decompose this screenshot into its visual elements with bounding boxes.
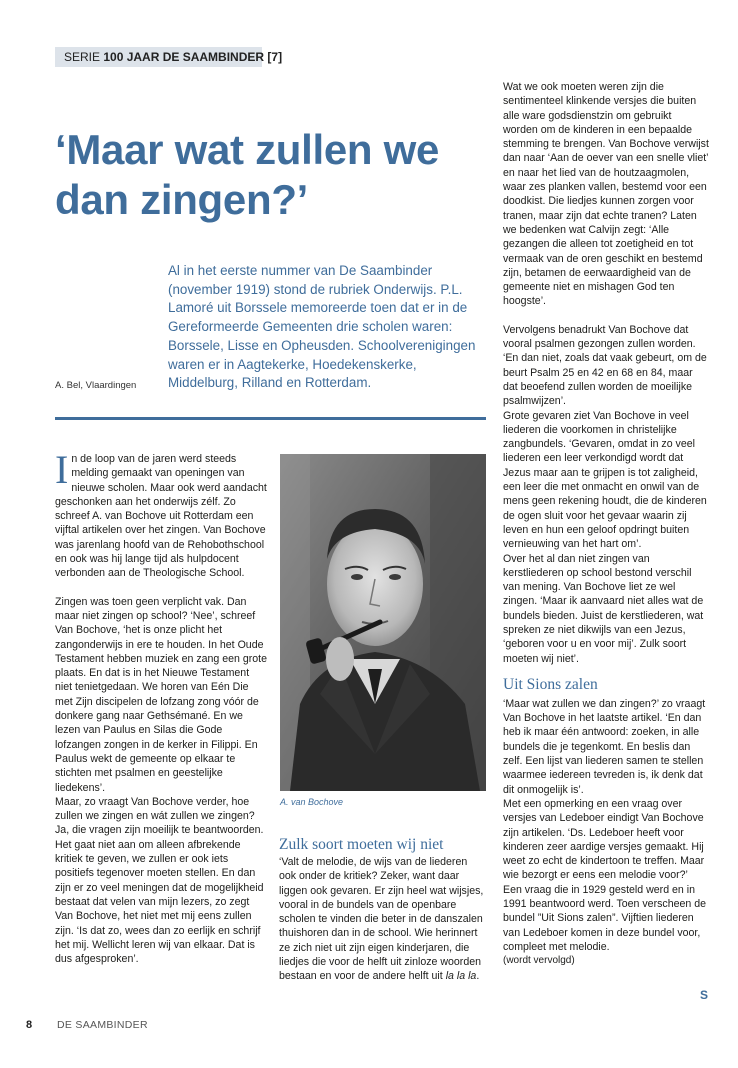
series-tag — [55, 47, 283, 67]
col2-subheading: Zulk soort moeten wij niet — [279, 836, 444, 853]
col1-paragraph-3: Maar, zo vraagt Van Bochove verder, hoe zullen we zingen en wát zullen we zingen? Ja, die vragen zijn moeilijk te beantwoorden. Het gaat niet aan om alleen afbrekende kritiek te geven, we zullen er ook iets positiefs tegenover moeten stellen. En dan zijn er zo veel meningen dat de mogelijkheid bestaat dat velen van mijn lezers, zo zegt Van Bochove, het niet met mij eens zullen zijn. ‘Is dat zo, wees dan zo eerlijk en schrijf het mij. Wellicht leren wij van elkaar. Dat is dus afgesproken’. — [55, 795, 264, 966]
col3-paragraph-1: Wat we ook moeten weren zijn die sentimenteel klinkende versjes die buiten alle ware godsdienstzin om gebruikt worden om de kinderen in een bepaalde stemming te brengen. Van Bochove verwijst dan naar ‘Aan de oever van een snelle vliet’ en naar het lied van de houtzaagmolen, waar zes planken vallen, bestemd voor een doodkist. Die liedjes kunnen zorgen voor tranen, maar zijn dat echte tranen? Laten we bedenken wat Calvijn zegt: ‘Alle gezangen die alleen tot zoetigheid en tot vermaak van de oren geschikt en bestemd zijn, betamen de eerwaardigheid van de gemeente niet en mishagen God ten hoogste’. — [503, 81, 709, 308]
col2-paragraph-1 — [279, 855, 487, 984]
column-3 — [503, 80, 709, 969]
col3-subheading: Uit Sions zalen — [503, 675, 598, 693]
col2-p1-text: ‘Valt de melodie, de wijs van de liederen ook onder de kritiek? Zeker, want daar liggen ook gevaren. Er zijn heel wat wijsjes, vooral in de bundels van de openbare scholen te vinden die beter in de danszalen thuishoren dan in de school. Wie herinnert ze zich niet uit zijn eigen kinderjaren, die liedjes die voor de helft uit zinloze woorden bestaan en voor de andere helft uit — [279, 856, 484, 983]
portrait-photo — [280, 454, 486, 791]
intro-divider — [55, 417, 486, 420]
col1-paragraph-2: Zingen was toen geen verplicht vak. Dan maar niet zingen op school? ‘Nee’, schreef Van Bochove, ‘het is onze plicht het zangonderwijs in ere te houden. In het Oude Testament hebben muziek en zang een grote plaats. En dat is in het Nieuwe Testament niet tenietgedaan. We horen van Eén Die met Zijn discipelen de lofzang zong vóór de donkere gang naar Gethsémané. En we lezen van Paulus en Silas die Gode lofzangen zongen in de kerker in Filippi. En Paulus wekt de gemeente op elkaar te stichten met psalmen en geestelijke liedekens’. — [55, 595, 268, 794]
series-prefix: SERIE — [64, 50, 101, 64]
col3-paragraph-6: Met een opmerking en een vraag over versjes van Ledeboer eindigt Van Bochove zijn artikelen. ‘Ds. Ledeboer heeft voor kinderen zeer aardige versjes gemaakt. Hij weet zo echt de kindertoon te treffen. Maar wie bezorgt er eens een melodie voor?’ — [503, 797, 705, 882]
continued-note: (wordt vervolgd) — [503, 955, 575, 967]
col3-paragraph-2: Vervolgens benadrukt Van Bochove dat vooral psalmen gezongen zullen worden. ‘En dan niet, zoals dat vaak gebeurt, om de beurt Psalm 25 en 42 en 68 en 84, maar dat beoefend zullen worden de moeilijke psalmwijzen’. — [503, 323, 707, 408]
series-number: [7] — [267, 50, 283, 64]
article-author: A. Bel, Vlaardingen — [55, 380, 137, 391]
col2-p1-italic: la la la — [445, 970, 477, 983]
col2-p1-end: . — [476, 970, 480, 983]
column-2 — [279, 855, 487, 984]
col3-paragraph-4: Over het al dan niet zingen van kerstliederen op school bestond verschil van mening. Van Bochove liet ze wel zingen. ‘Maar ik aanvaard niet alles wat de bundels bieden. Juist de kerstliederen, wat spreken ze niet dikwijls van een Jezus, ‘geboren voor u en voor mij’. Zulk soort moeten wij niet’. — [503, 552, 704, 665]
drop-cap: I — [55, 447, 69, 492]
article-intro: Al in het eerste nummer van De Saambinder (november 1919) stond de rubriek Onderwijs. P.L. Lamoré uit Borssele memoreerde toen dat er in de Gereformeerde Gemeenten drie scholen waren: Borssele, Lisse en Opheusden. Schoolverenigingen waren er in Aagtekerke, Hoedekenskerke, Middelburg, Rilland en Rotterdam. — [168, 263, 476, 391]
col1-p1-text: n de loop van de jaren werd steeds melding gemaakt van openingen van nieuwe scholen. Maar ook werd aandacht geschonken aan het onderwijs zélf. Zo schreef A. van Bochove uit Rotterdam een vijftal artikelen over het zingen. Van Bochove was jarenlang hoofd van de Rehobothschool en ook was hij lange tijd als hulpdocent verbonden aan de Theologische School. — [55, 453, 267, 580]
series-name: 100 JAAR DE SAAMBINDER — [103, 50, 265, 64]
magazine-name: DE SAAMBINDER — [57, 1019, 148, 1031]
article-headline: ‘Maar wat zullen we dan zingen?’ — [55, 126, 440, 223]
portrait-illustration — [280, 454, 486, 791]
col3-paragraph-5: ‘Maar wat zullen we dan zingen?’ zo vraagt Van Bochove in het laatste artikel. ‘En dan heb ik maar één antwoord: zoeken, in alle bundels die je tegenkomt. En beslis dan zelf. Een lijst van liederen samen te stellen waarmee iedereen tevreden is, ik denk dat dit onmogelijk is’. — [503, 697, 706, 796]
col1-paragraph-1 — [55, 447, 268, 581]
column-1 — [55, 447, 268, 966]
page-number: 8 — [26, 1019, 33, 1031]
col3-paragraph-3: Grote gevaren ziet Van Bochove in veel liederen die voorkomen in christelijke zangbundels. ‘Gevaren, omdat in zo veel liederen een leer verkondigd wordt dat Jezus maar aan te grijpen is tot zaligheid, een leer die met onmacht en onwil van de mens geen rekening houdt, die de kinderen de ogen sluit voor het gevaar waarin zij leven en hun een geloof opdringt buiten vernieuwing van het hart om’. — [503, 409, 707, 551]
col3-paragraph-7: Een vraag die in 1929 gesteld werd en in 1991 beantwoord werd. Toen verscheen de bundel ”Uit Sions zalen”. Vijftien liederen van Ledeboer komen in deze bundel voor, compleet met melodie. — [503, 883, 706, 953]
end-mark-logo: S — [700, 988, 709, 1002]
photo-caption: A. van Bochove — [280, 797, 344, 807]
